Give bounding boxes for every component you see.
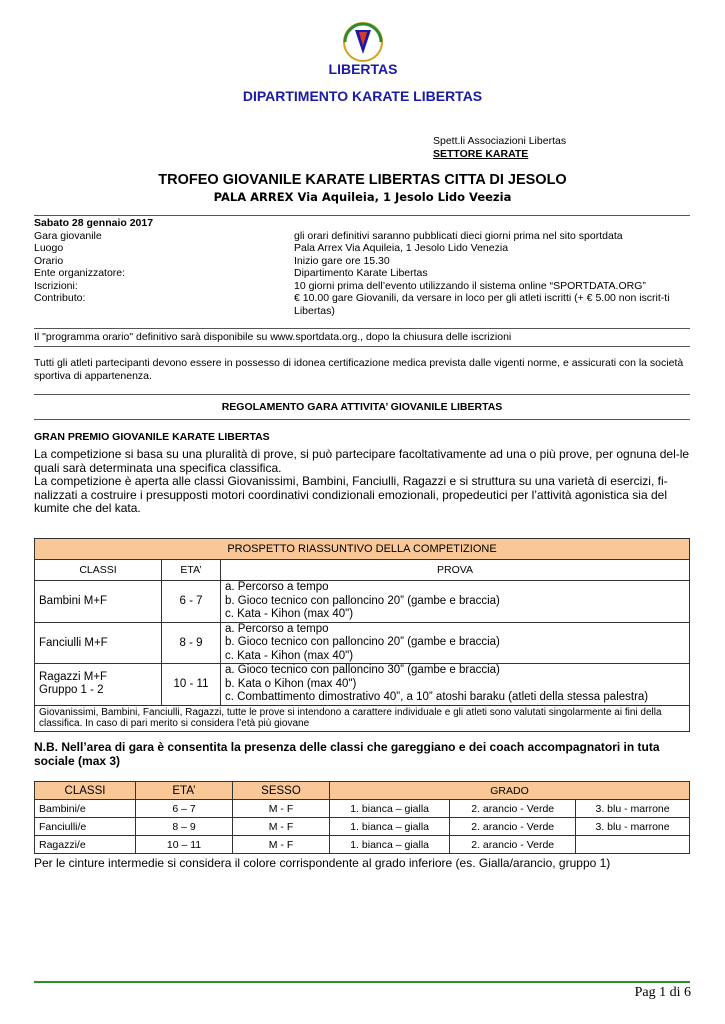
footer-line — [34, 981, 690, 983]
prova-item: c. Kata - Kihon (max 40") — [225, 649, 354, 662]
table-row — [35, 800, 690, 818]
prova-item: b. Gioco tecnico con palloncino 20” (gambe e braccia) — [225, 636, 500, 648]
detail-key: Contributo: — [34, 292, 86, 304]
detail-key: Ente organizzatore: — [34, 267, 126, 279]
grade-classe: Ragazzi/e — [35, 836, 136, 854]
prova-cell — [221, 581, 690, 623]
grade-header-classi: CLASSI — [35, 782, 136, 800]
grade-table — [34, 781, 690, 854]
grade-sesso: M - F — [233, 800, 330, 818]
detail-row — [34, 255, 690, 268]
prova-item: a. Percorso a tempo — [225, 581, 329, 593]
detail-value: gli orari definitivi saranno pubblicati dieci giorni prima nel sito sportdata — [294, 229, 623, 242]
classe-line: Ragazzi M+F — [39, 670, 108, 683]
eta-cell: 6 - 7 — [162, 581, 221, 623]
prova-item: a. Percorso a tempo — [225, 622, 329, 635]
header-classi: CLASSI — [35, 560, 162, 581]
eta-cell: 8 - 9 — [162, 622, 221, 664]
grade-header-grado: GRADO — [330, 782, 690, 800]
prova-item: c. Kata - Kihon (max 40") — [225, 608, 354, 620]
gran-premio-text — [34, 448, 690, 516]
prova-cell — [221, 664, 690, 706]
classe-line: Gruppo 1 - 2 — [39, 684, 104, 697]
prova-item: b. Kata o Kihon (max 40") — [225, 677, 357, 690]
addressee-line2: SETTORE KARATE — [433, 148, 529, 160]
event-title: TROFEO GIOVANILE KARATE LIBERTAS CITTA DI JESOLO — [158, 172, 567, 188]
prova-item: b. Gioco tecnico con palloncino 20” (gambe e braccia) — [225, 594, 500, 607]
detail-row — [34, 267, 690, 280]
grade-1: 1. bianca – gialla — [330, 800, 450, 818]
cinture-note: Per le cinture intermedie si considera il colore corrispondente al grado inferiore (es. Gialla/arancio, gruppo 1) — [34, 856, 611, 870]
logo-text: LIBERTAS — [328, 61, 398, 77]
grade-1: 1. bianca – gialla — [330, 818, 450, 836]
summary-table — [34, 538, 690, 732]
prova-item: a. Gioco tecnico con palloncino 30” (gambe e braccia) — [225, 664, 500, 676]
grade-header-eta: ETA’ — [136, 782, 233, 800]
prova-item: c. Combattimento dimostrativo 40”, a 10” atoshi baraku (atleti della stessa palestra) — [225, 691, 649, 703]
grade-sesso: M - F — [233, 836, 330, 854]
grade-header-sesso: SESSO — [233, 782, 330, 800]
grade-2: 2. arancio - Verde — [450, 800, 576, 818]
detail-value: Inizio gare ore 15.30 — [294, 254, 390, 267]
table-row — [35, 622, 690, 664]
table-row — [35, 818, 690, 836]
detail-key: Luogo — [34, 242, 64, 254]
header-prova: PROVA — [221, 560, 690, 581]
divider — [34, 394, 690, 395]
grade-2: 2. arancio - Verde — [450, 836, 576, 854]
grade-classe: Fanciulli/e — [35, 818, 136, 836]
programma-note: Il "programma orario" definitivo sarà disponibile su www.sportdata.org., dopo la chiusura delle iscrizioni — [34, 331, 512, 343]
detail-value: 10 giorni prima dell’evento utilizzando il sistema online “SPORTDATA.ORG” — [294, 279, 646, 292]
grade-3: 3. blu - marrone — [576, 818, 690, 836]
detail-key: Iscrizioni: — [34, 279, 78, 292]
addressee — [433, 135, 566, 161]
table-row — [35, 581, 690, 623]
detail-value: Pala Arrex Via Aquileia, 1 Jesolo Lido Venezia — [294, 242, 509, 254]
department-title: DIPARTIMENTO KARATE LIBERTAS — [242, 88, 483, 104]
header-eta: ETA’ — [162, 560, 221, 581]
detail-key: Gara giovanile — [34, 229, 102, 242]
grade-1: 1. bianca – gialla — [330, 836, 450, 854]
gran-premio-p2: La competizione è aperta alle classi Giovanissimi, Bambini, Fanciulli, Ragazzi e si struttura su una varietà di esercizi, fi-nalizzati a costruire i presupposti motori coordinativi condizionali emozionali, propedeutici per l’attività agonistica sia del kumite che del kata. — [34, 474, 668, 515]
detail-key: Orario — [34, 254, 64, 267]
divider — [34, 328, 690, 329]
detail-row — [34, 230, 690, 243]
detail-value: € 10.00 gare Giovanili, da versare in loco per gli atleti iscritti (+ € 5.00 non iscrit-ti Libertas) — [294, 292, 670, 317]
detail-value: Dipartimento Karate Libertas — [294, 267, 428, 279]
nb-note: N.B. Nell’area di gara è consentita la presenza delle classi che gareggiano e dei coach accompagnatori in tuta sociale (max 3) — [34, 740, 660, 768]
classe-cell: Fanciulli M+F — [35, 622, 162, 664]
event-date: Sabato 28 gennaio 2017 — [34, 217, 154, 229]
addressee-line1: Spett.li Associazioni Libertas — [433, 135, 567, 147]
regolamento-title: REGOLAMENTO GARA ATTIVITA’ GIOVANILE LIBERTAS — [221, 401, 503, 413]
detail-row — [34, 292, 690, 317]
divider — [34, 215, 690, 216]
summary-table-title: PROSPETTO RIASSUNTIVO DELLA COMPETIZIONE — [35, 539, 690, 560]
grade-3: 3. blu - marrone — [576, 800, 690, 818]
event-details — [34, 217, 690, 317]
detail-row — [34, 280, 690, 293]
detail-row — [34, 242, 690, 255]
classe-cell: Bambini M+F — [35, 581, 162, 623]
libertas-logo — [315, 20, 411, 80]
page-number: Pag 1 di 6 — [634, 985, 691, 1000]
grade-sesso: M - F — [233, 818, 330, 836]
gran-premio-title: GRAN PREMIO GIOVANILE KARATE LIBERTAS — [34, 431, 270, 443]
classe-cell — [35, 664, 162, 706]
divider — [34, 346, 690, 347]
table-row — [35, 664, 690, 706]
prova-cell — [221, 622, 690, 664]
grade-eta: 10 – 11 — [136, 836, 233, 854]
eta-cell: 10 - 11 — [162, 664, 221, 706]
table-row — [35, 836, 690, 854]
divider — [34, 419, 690, 420]
gran-premio-p1: La competizione si basa su una pluralità di prove, si può partecipare facoltativamente ad una o più prove, per ognuna del-le quali sarà determinata una specifica classifica. — [34, 447, 690, 475]
event-venue: PALA ARREX Via Aquileia, 1 Jesolo Lido Veezia — [213, 190, 512, 204]
grade-classe: Bambini/e — [35, 800, 136, 818]
grade-2: 2. arancio - Verde — [450, 818, 576, 836]
grade-eta: 6 – 7 — [136, 800, 233, 818]
grade-3 — [576, 836, 690, 854]
summary-table-footer: Giovanissimi, Bambini, Fanciulli, Ragazzi, tutte le prove si intendono a carattere individuale e gli atleti sono valutati singolarmente ai fini della classifica. In caso di pari merito si considera l’età più giovane — [35, 705, 690, 731]
certification-note: Tutti gli atleti partecipanti devono essere in possesso di idonea certificazione medica prevista dalle vigenti norme, e assicurati con la società sportiva di appartenenza. — [34, 357, 684, 382]
grade-eta: 8 – 9 — [136, 818, 233, 836]
